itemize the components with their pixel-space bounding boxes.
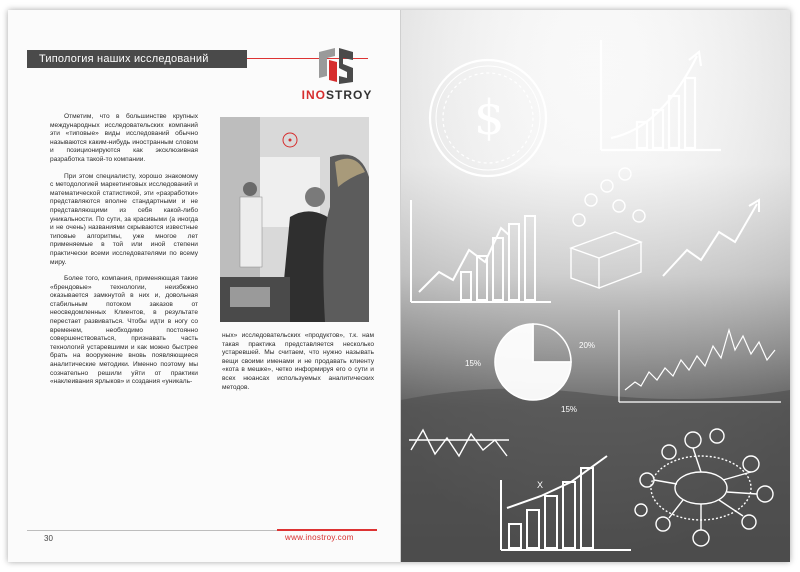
pie-label-right: 20% <box>579 341 596 350</box>
paragraph-3: Более того, компания, применяющая такие «брендовые» технологии, неизбежно оказывается замкнутой в них и, довольная стабильным потоком заказов от неосведомленных Клиентов, в результате перестает развиваться. Чтобы идти в ногу со временем, необходимо постоянно совершенствоваться, признавать часть технологий устаревшими и как можно быстрее брать на вооружение вновь появляющиеся аналитические методики. Именно поэтому мы сознательно решили уйти от практики «наклеивания ярлыков» и создания «уникаль- <box>50 275 198 386</box>
business-doodles-illustration <box>401 10 790 562</box>
dollar-sign-icon: $ <box>474 90 505 146</box>
paragraph-2: При этом специалисту, хорошо знакомому с методологией маркетинговых исследований и математической статистикой, эти «разработки» представляются вполне стандартными и не представляющими из себя какой-либо уникальности. По сути, за красивыми (а иногда и не очень) названиями скрываются известные типовые алгоритмы, уже многое лет применяемые в той или иной степени практически всеми исследователями по всему миру. <box>50 172 198 266</box>
page-number: 30 <box>44 534 53 543</box>
text-column-left-top <box>50 113 198 395</box>
inostroy-logo-icon <box>309 46 361 86</box>
text-column-right-bottom <box>222 332 374 400</box>
pie-label-left: 15% <box>465 359 482 368</box>
pie-label-bottom: 15% <box>561 405 578 414</box>
axis-x-label: X <box>537 480 544 490</box>
inostroy-logo-text: INOSTROY <box>301 88 373 102</box>
pie-chart-doodle <box>495 324 571 400</box>
business-meeting-photo <box>220 117 369 322</box>
footer-url[interactable]: www.inostroy.com <box>285 533 354 542</box>
paragraph-4: ных» исследовательских «продуктов», т.к. нам такая практика представляется несколько устаревшей. Мы считаем, что нужно называть вещи своими именами и не продавать клиенту «кота в мешке», четко информируя его о сути и всех нюансах используемых аналитических методов. <box>222 332 374 391</box>
section-title: Типология наших исследований <box>27 50 247 68</box>
right-page-illustration <box>401 10 790 562</box>
footer-accent-rule <box>277 529 377 531</box>
left-page <box>8 10 401 562</box>
paragraph-1: Отметим, что в большинстве крупных международных исследовательских компаний эти «типовые» виды исследований обычно называются каким-нибудь иностранным словом и позиционируются как эксклюзивная разработка такой-то компании. <box>50 113 198 163</box>
